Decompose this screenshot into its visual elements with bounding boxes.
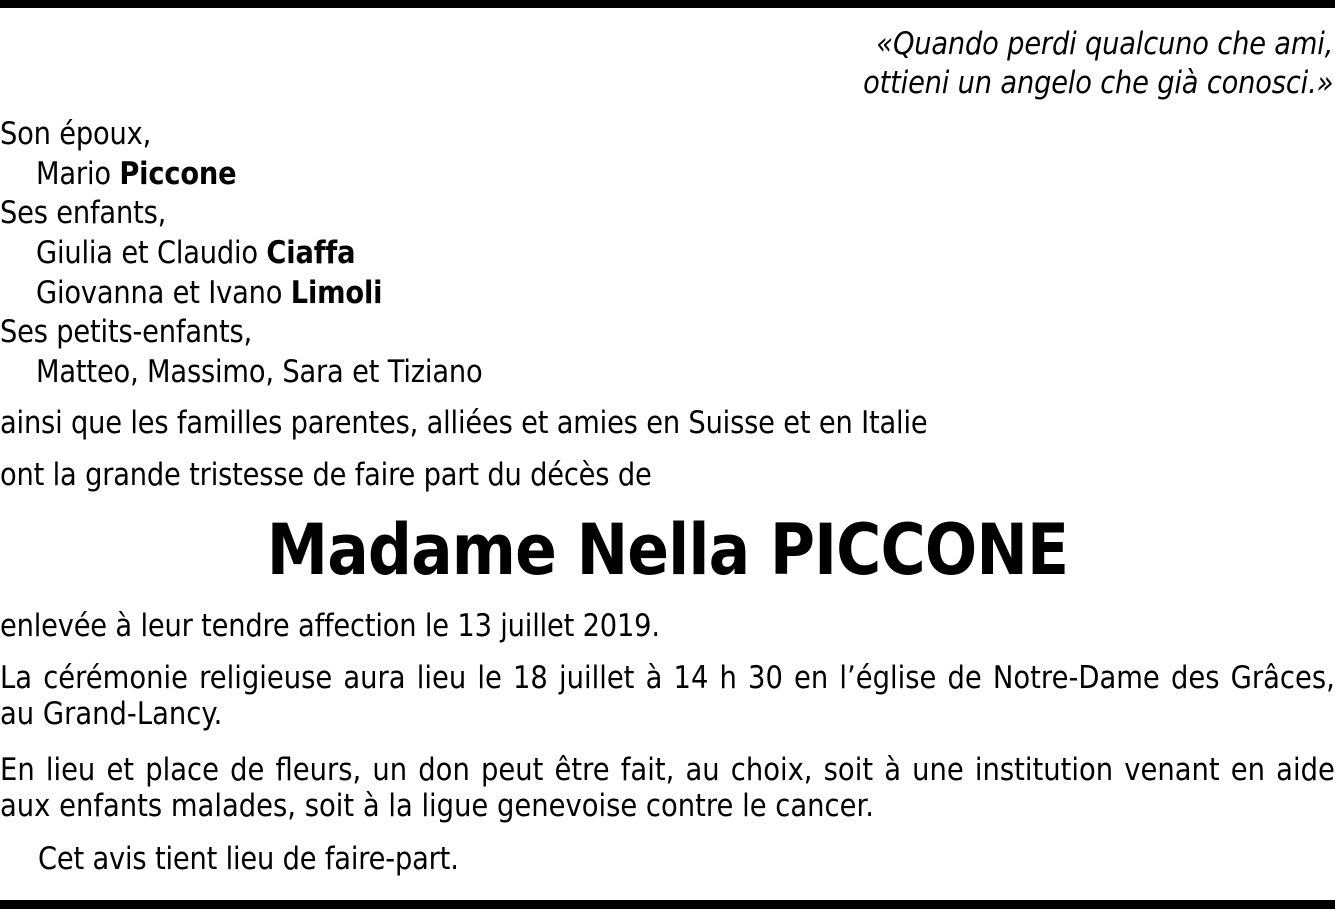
relatives-line: ainsi que les familles parentes, alliées et amies en Suisse et en Italie: [0, 405, 928, 441]
top-border-rule: [0, 0, 1335, 8]
passing-date-line: enlevée à leur tendre affection le 13 juillet 2019.: [0, 608, 660, 644]
child-2-surname: Limoli: [290, 275, 383, 311]
bottom-border-rule: [0, 900, 1335, 909]
child-1-name: [36, 235, 355, 271]
spouse-name: [36, 156, 236, 192]
donation-paragraph: En lieu et place de fleurs, un don peut être fait, au choix, soit à une institution venant en aide aux enfants malades, soit à la ligue genevoise contre le cancer.: [0, 752, 1335, 824]
grandchildren-names: Matteo, Massimo, Sara et Tiziano: [36, 354, 483, 390]
spouse-surname: Piccone: [119, 156, 237, 192]
closing-note: Cet avis tient lieu de faire-part.: [38, 841, 459, 877]
deceased-name: Madame Nella PICCONE: [266, 509, 1069, 591]
child-1-given-names: Giulia et Claudio: [36, 235, 267, 271]
child-1-surname: Ciaffa: [266, 235, 356, 271]
ceremony-paragraph: La cérémonie religieuse aura lieu le 18 juillet à 14 h 30 en l’église de Notre-Dame des Grâces, au Grand-Lancy.: [0, 660, 1335, 732]
spouse-heading: Son époux,: [0, 116, 152, 152]
announcement-intro: ont la grande tristesse de faire part du décès de: [0, 457, 652, 493]
grandchildren-heading: Ses petits-enfants,: [0, 314, 253, 350]
children-heading: Ses enfants,: [0, 195, 167, 231]
epigraph-line-1: «Quando perdi qualcuno che ami,: [876, 26, 1333, 62]
epigraph-line-2: ottieni un angelo che già conosci.»: [862, 65, 1333, 101]
child-2-name: [36, 275, 382, 311]
child-2-given-names: Giovanna et Ivano: [36, 275, 291, 311]
spouse-given-name: Mario: [36, 156, 120, 192]
